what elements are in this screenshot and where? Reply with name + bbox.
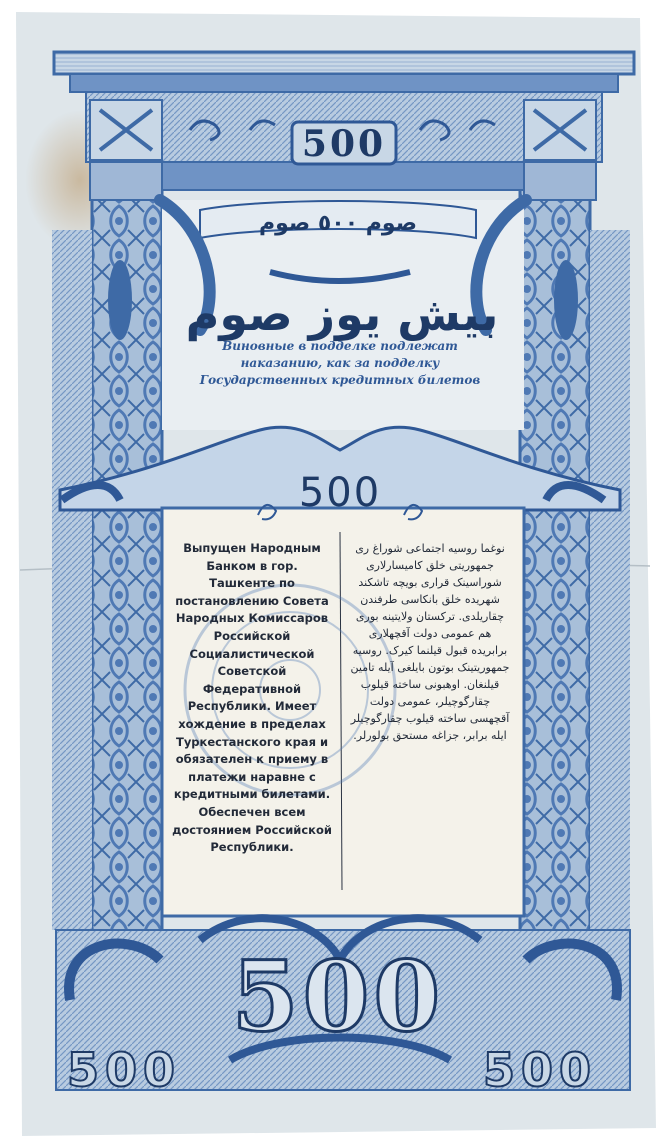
panel-denomination: 500 [298, 470, 382, 516]
right-ornament-column [520, 160, 590, 940]
bottom-right-denomination: 500 [482, 1043, 598, 1097]
counterfeit-warning: Виновные в подделке подлежат наказанию, как за подделку Государственных кредитных билетов [199, 339, 481, 387]
russian-issue-text: Выпущен Народным Банком в гор. Ташкенте по постановлению Совета Народных Комиссаров Российской Социалистической Советской Федеративной Республики. Имеет хождение в пределах Туркестанского края и обязателен к приему в платежи наравне с кредитными билетами. Обеспечен всем достоянием Российской Республики. [172, 541, 332, 855]
bottom-center-denomination: 500 [231, 940, 445, 1053]
top-denomination: 500 [301, 123, 387, 165]
arabic-issue-text: نوغما روسیه اجتماعی شوراغ ری جمهوریتی خلق کامیسارلاری شوراسینک قراری بویچه تاشکند شهریده خلق بانکاسی طرفندن چقاریلدی. ترکستان ولایتینه بوری هم عمومی دولت آقچهلاری برابریده قبول قیلنما کیرک. روسیه جمهوریتینک بوتون بایلغی آیله تامین قیلنغان. اوهبونی ساخته قیلوب چقارگوچیلر، عمومی دولت آقچهسی ساخته قیلوب چقارگوچیلر ایله برابر، جزاغه مستحق بولورلر. [350, 542, 510, 742]
arabic-title: بيش يوز صوم [185, 287, 499, 341]
cornice [54, 52, 634, 74]
arabic-banner-text: صوم ٥٠٠ صوم [259, 211, 417, 236]
bottom-left-denomination: 500 [66, 1043, 182, 1097]
